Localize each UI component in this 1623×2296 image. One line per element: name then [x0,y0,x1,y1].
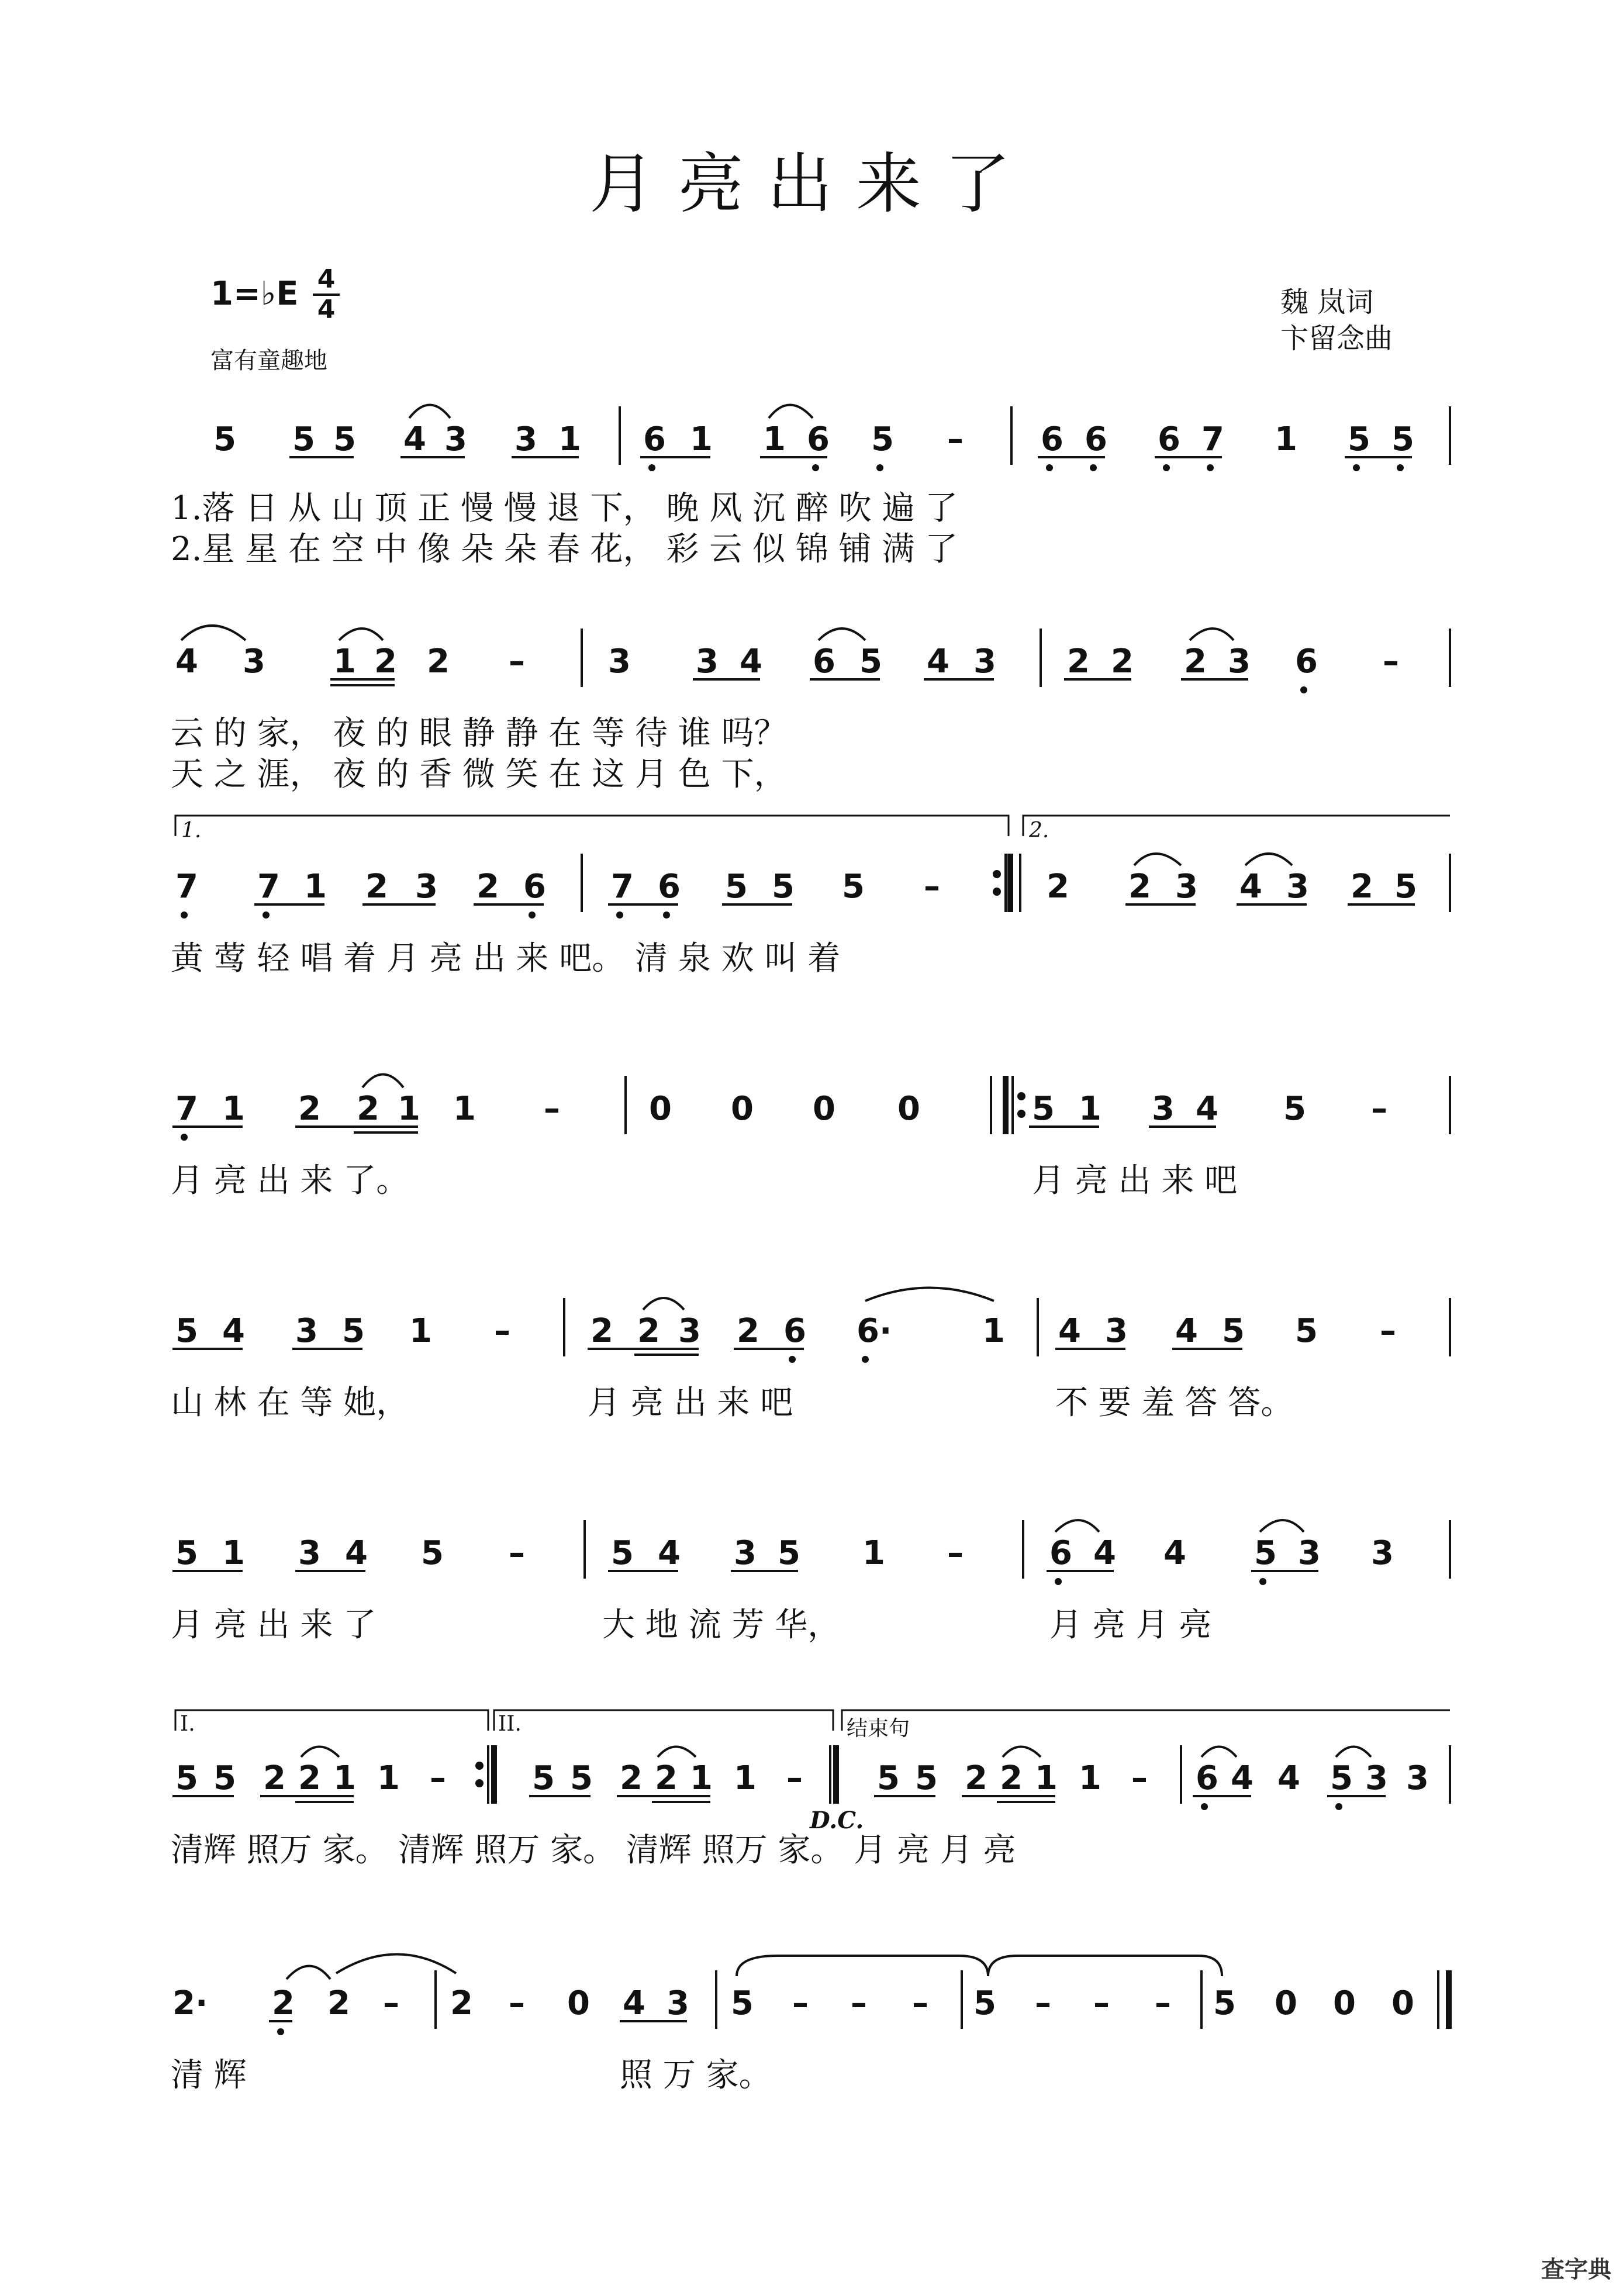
page-title: 月亮出来了 [589,146,1034,222]
svg-text:5: 5 [213,420,236,458]
svg-text:5: 5 [333,420,356,458]
svg-text:5: 5 [421,1534,444,1572]
volta-II-label: II. [498,1712,522,1736]
svg-text:5: 5 [1348,420,1370,458]
svg-text:6: 6 [813,643,835,681]
svg-text:1: 1 [690,1759,713,1797]
svg-text:2: 2 [357,1090,379,1128]
lyrics-line-8a: 清 辉 [171,2056,247,2094]
lyrics-line-4a: 月 亮 出 来 了。 [171,1162,409,1200]
svg-text:5: 5 [570,1759,593,1797]
svg-text:3: 3 [734,1534,757,1572]
svg-text:4: 4 [222,1312,245,1350]
svg-text:0: 0 [731,1090,754,1128]
composer-credit: 卞留念曲 [1280,322,1393,355]
lyrics-line-1-verse-2: 2.星 星 在 空 中 像 朵 朵 春 花， 彩 云 似 锦 铺 满 了 [171,530,958,568]
svg-text:2: 2 [450,1984,473,2022]
svg-text:3: 3 [1286,868,1309,906]
svg-text:4: 4 [740,643,762,681]
svg-text:5: 5 [1222,1312,1245,1350]
svg-text:3: 3 [1365,1759,1388,1797]
svg-text:6: 6 [1158,420,1180,458]
svg-text:5: 5 [1394,868,1417,906]
svg-text:6: 6 [1295,643,1318,681]
svg-text:3: 3 [678,1312,701,1350]
svg-text:–: – [1383,643,1399,681]
svg-text:2: 2 [965,1759,987,1797]
svg-text:6: 6 [807,420,830,458]
svg-text:7: 7 [175,1090,198,1128]
svg-text:2: 2 [637,1312,660,1350]
svg-text:3: 3 [1105,1312,1128,1350]
key-signature: 1=♭E [210,275,299,313]
svg-text:–: – [786,1759,803,1797]
svg-text:1: 1 [1079,1090,1101,1128]
svg-text:4: 4 [403,420,426,458]
svg-text:–: – [1371,1090,1387,1128]
time-signature-top: 4 [317,264,336,294]
svg-text:1: 1 [734,1759,757,1797]
svg-text:0: 0 [1275,1984,1297,2022]
svg-text:1: 1 [1035,1759,1058,1797]
svg-text:5: 5 [871,420,894,458]
lyrics-line-6b: 大 地 流 芳 华， [602,1606,841,1644]
svg-text:–: – [947,420,964,458]
svg-text:2: 2 [374,643,397,681]
svg-text:–: – [1155,1984,1171,2022]
svg-text:4: 4 [1175,1312,1198,1350]
svg-text:4: 4 [623,1984,645,2022]
svg-text:7: 7 [257,868,280,906]
volta-first-label: 1. [181,819,202,843]
svg-text:1: 1 [222,1090,245,1128]
svg-text:5: 5 [842,868,865,906]
svg-text:5: 5 [532,1759,555,1797]
svg-text:2: 2 [1184,643,1207,681]
svg-text:4: 4 [1093,1534,1116,1572]
volta-I-label: I. [180,1712,195,1736]
svg-text:2: 2 [263,1759,286,1797]
svg-text:–: – [509,1534,525,1572]
svg-text:4: 4 [1239,868,1262,906]
svg-text:3: 3 [415,868,438,906]
svg-text:3: 3 [514,420,537,458]
svg-text:2: 2 [365,868,388,906]
svg-text:6: 6 [1196,1759,1218,1797]
volta-second-label: 2. [1029,819,1049,843]
svg-text:3: 3 [667,1984,689,2022]
svg-text:4: 4 [1231,1759,1253,1797]
svg-text:1: 1 [333,1759,356,1797]
svg-text:5: 5 [1330,1759,1353,1797]
svg-text:–: – [509,1984,525,2022]
svg-text:5: 5 [973,1984,996,2022]
svg-text:6: 6 [1041,420,1063,458]
svg-text:5: 5 [731,1984,754,2022]
svg-text:5: 5 [1032,1090,1055,1128]
svg-text:–: – [1035,1984,1051,2022]
svg-text:3: 3 [1371,1534,1394,1572]
svg-text:2: 2 [620,1759,643,1797]
svg-text:0: 0 [567,1984,590,2022]
lyrics-line-2-verse-1: 云 的 家， 夜 的 眼 静 静 在 等 待 谁 吗？ [171,714,787,752]
svg-text:1: 1 [1275,420,1297,458]
lyrics-line-3: 黄 莺 轻 唱 着 月 亮 出 来 吧。 清 泉 欢 叫 着 [171,940,841,978]
svg-text:0: 0 [649,1090,672,1128]
svg-text:1: 1 [398,1090,420,1128]
svg-text:2: 2 [1047,868,1069,906]
svg-text:–: – [1093,1984,1110,2022]
svg-text:7: 7 [611,868,634,906]
svg-text:5: 5 [175,1534,198,1572]
svg-text:3: 3 [1152,1090,1175,1128]
svg-text:1: 1 [1079,1759,1101,1797]
svg-text:7: 7 [1201,420,1224,458]
lyricist-credit: 魏 岚词 [1280,286,1374,319]
svg-text:2: 2 [427,643,450,681]
svg-text:3: 3 [444,420,467,458]
svg-text:4: 4 [345,1534,368,1572]
svg-text:6: 6 [643,420,666,458]
svg-text:5: 5 [1295,1312,1318,1350]
svg-text:5: 5 [175,1312,198,1350]
svg-text:5: 5 [1254,1534,1277,1572]
svg-text:4: 4 [927,643,949,681]
svg-text:1: 1 [377,1759,400,1797]
svg-text:6: 6 [783,1312,806,1350]
svg-text:6: 6 [523,868,546,906]
svg-text:2·: 2· [172,1984,208,2022]
lyrics-line-6c: 月 亮 月 亮 [1049,1606,1212,1644]
dc-marking: D.C. [810,1807,864,1834]
svg-text:2: 2 [591,1312,613,1350]
svg-text:2: 2 [476,868,499,906]
svg-text:–: – [851,1984,867,2022]
svg-text:4: 4 [1196,1090,1218,1128]
svg-text:1: 1 [409,1312,432,1350]
svg-text:–: – [544,1090,560,1128]
svg-text:2: 2 [298,1759,321,1797]
svg-text:2: 2 [1111,643,1134,681]
svg-text:4: 4 [175,643,198,681]
lyrics-line-6a: 月 亮 出 来 了 [171,1606,377,1644]
svg-text:1: 1 [453,1090,476,1128]
svg-text:5: 5 [1213,1984,1236,2022]
time-signature-bottom: 4 [317,295,336,324]
svg-text:–: – [792,1984,809,2022]
svg-text:–: – [494,1312,510,1350]
svg-text:3: 3 [1406,1759,1429,1797]
svg-text:0: 0 [1391,1984,1414,2022]
svg-text:5: 5 [1283,1090,1306,1128]
svg-text:1: 1 [222,1534,245,1572]
svg-text:–: – [1380,1312,1396,1350]
svg-text:4: 4 [658,1534,681,1572]
svg-text:6: 6 [658,868,681,906]
svg-text:2: 2 [1067,643,1090,681]
svg-text:6: 6 [1049,1534,1072,1572]
svg-text:3: 3 [295,1312,318,1350]
lyrics-line-5a: 山 林 在 等 她， [171,1384,409,1422]
svg-text:–: – [430,1759,446,1797]
svg-text:1: 1 [558,420,581,458]
svg-text:5: 5 [292,420,315,458]
svg-text:–: – [947,1534,964,1572]
tempo-mark: 富有童趣地 [210,347,327,374]
svg-text:5: 5 [1391,420,1414,458]
svg-text:3: 3 [243,643,265,681]
svg-text:1: 1 [333,643,356,681]
svg-text:5: 5 [213,1759,236,1797]
svg-text:5: 5 [859,643,882,681]
svg-text:5: 5 [725,868,748,906]
watermark-logo: 查字典 [1541,2256,1611,2283]
svg-text:–: – [509,643,525,681]
lyrics-line-2-verse-2: 天 之 涯， 夜 的 香 微 笑 在 这 月 色 下， [171,755,787,793]
svg-text:2: 2 [272,1984,295,2022]
svg-text:4: 4 [1058,1312,1081,1350]
svg-text:0: 0 [813,1090,835,1128]
svg-text:5: 5 [175,1759,198,1797]
svg-text:4: 4 [1277,1759,1300,1797]
svg-text:7: 7 [175,868,198,906]
svg-text:5: 5 [342,1312,365,1350]
svg-text:4: 4 [1163,1534,1186,1572]
svg-text:3: 3 [1298,1534,1321,1572]
svg-text:0: 0 [897,1090,920,1128]
svg-text:2: 2 [1128,868,1151,906]
svg-text:1: 1 [304,868,327,906]
lyrics-line-4b: 月 亮 出 来 吧 [1032,1162,1238,1200]
svg-text:3: 3 [1228,643,1251,681]
lyrics-line-5b: 月 亮 出 来 吧 [588,1384,793,1422]
svg-text:5: 5 [772,868,795,906]
svg-text:2: 2 [655,1759,678,1797]
svg-text:3: 3 [608,643,631,681]
svg-text:–: – [912,1984,928,2022]
lyrics-line-1-verse-1: 1.落 日 从 山 顶 正 慢 慢 退 下， 晚 风 沉 醉 吹 遍 了 [171,489,958,527]
lyrics-line-5c: 不 要 羞 答 答。 [1055,1384,1294,1422]
svg-text:1: 1 [862,1534,885,1572]
svg-text:1: 1 [690,420,713,458]
svg-text:5: 5 [611,1534,634,1572]
svg-text:3: 3 [1175,868,1198,906]
svg-text:1: 1 [982,1312,1005,1350]
svg-text:5: 5 [778,1534,800,1572]
svg-text:2: 2 [1000,1759,1023,1797]
svg-text:1: 1 [763,420,786,458]
svg-text:–: – [924,868,940,906]
svg-text:2: 2 [737,1312,759,1350]
svg-text:–: – [383,1984,399,2022]
svg-text:3: 3 [696,643,719,681]
svg-text:3: 3 [973,643,996,681]
lyrics-line-7: 清辉 照万 家。 清辉 照万 家。 清辉 照万 家。 月 亮 月 亮 [171,1831,1016,1869]
svg-text:5: 5 [877,1759,900,1797]
svg-text:6·: 6· [857,1312,892,1350]
ending-label: 结束句 [847,1717,910,1741]
lyrics-line-8b: 照 万 家。 [620,2056,772,2094]
svg-text:3: 3 [298,1534,321,1572]
svg-text:0: 0 [1333,1984,1356,2022]
svg-text:2: 2 [327,1984,350,2022]
svg-text:2: 2 [298,1090,321,1128]
svg-text:–: – [1131,1759,1148,1797]
svg-text:6: 6 [1085,420,1107,458]
svg-text:2: 2 [1351,868,1373,906]
svg-text:5: 5 [915,1759,938,1797]
